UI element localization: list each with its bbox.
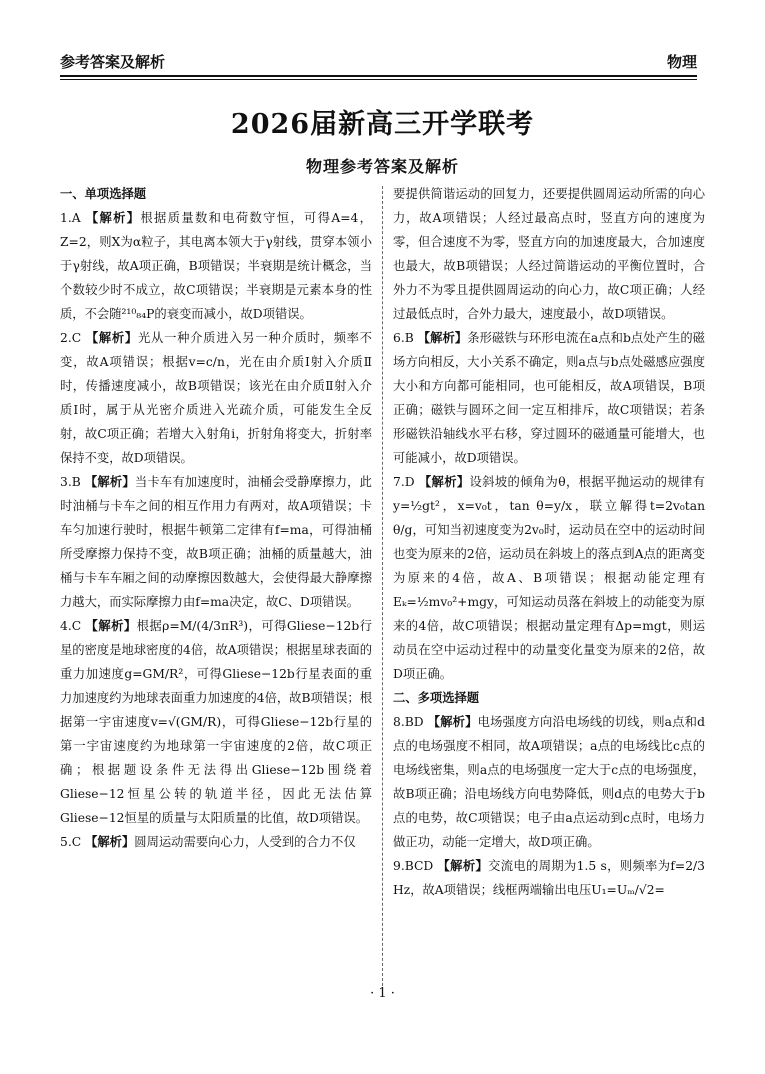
answer-number: 2.C xyxy=(60,331,82,345)
answer-item xyxy=(393,854,705,902)
answer-text: 根据ρ=M/(4/3πR³)，可得Gliese−12b行星的密度是地球密度的4倍，故A项错误；根据星球表面的重力加速度g=GM/R²，可得Gliese−12b行星表面的重力加速度约为地球表面重力加速度的4倍，故B项错误；根据第一宇宙速度v=√(GM/R)，可得Gliese−12b行星的第一宇宙速度约为地球第一宇宙速度的2倍，故C项正确；根据题设条件无法得出Gliese−12b围绕着Gliese−12恒星公转的轨道半径，因此无法估算Gliese−12恒星的质量与太阳质量的比值，故D项错误。 xyxy=(60,619,372,825)
answer-text: 当卡车有加速度时，油桶会受静摩擦力，此时油桶与卡车之间的相互作用力有两对，故A项错误；卡车匀加速行驶时，根据牛顿第二定律有f=ma，可得油桶所受摩擦力保持不变，故B项正确；油桶的质量越大，油桶与卡车车厢之间的动摩擦因数越大，会使得最大静摩擦力越大，而实际摩擦力由f=ma决定，故C、D项错误。 xyxy=(60,475,372,609)
analysis-tag: 【解析】 xyxy=(427,714,478,729)
page-title: 2026届新高三开学联考 xyxy=(230,109,535,140)
answer-number: 6.B xyxy=(393,331,414,345)
answer-number: 7.D xyxy=(393,475,415,489)
answer-text: 电场强度方向沿电场线的切线，则a点和d点的电场强度不相同，故A项错误；a点的电场线比c点的电场线密集，则a点的电场强度一定大于c点的电场强度，故B项正确；沿电场线方向电势降低，则d点的电势大于b点的电势，故C项错误；电子由a点运动到c点时，电场力做正功，动能一定增大，故D项正确。 xyxy=(393,715,705,849)
answer-item xyxy=(393,470,705,686)
analysis-tag: 【解析】 xyxy=(417,330,468,345)
analysis-tag: 【解析】 xyxy=(437,858,489,873)
analysis-tag: 【解析】 xyxy=(85,210,141,225)
analysis-tag: 【解析】 xyxy=(85,834,135,849)
answer-text: 交流电的周期为1.5 s，则频率为f=2/3 Hz，故A项错误；线框两端输出电压U₁=Uₘ/√2= xyxy=(393,859,705,897)
answer-item xyxy=(60,326,372,470)
running-header xyxy=(60,42,697,76)
answer-number: 1.A xyxy=(60,211,81,225)
answer-number: 3.B xyxy=(60,475,81,489)
analysis-tag: 【解析】 xyxy=(85,330,138,345)
right-column xyxy=(393,182,705,902)
answer-text: 根据质量数和电荷数守恒，可得A=4，Z=2，则X为α粒子，其电离本领大于γ射线，贯穿本领小于γ射线，故A项正确，B项错误；半衰期是统计概念，当个数较少时不成立，故C项错误；半衰期是元素本身的性质，不会随²¹⁰₈₄P的衰变而减小，故D项错误。 xyxy=(60,211,372,321)
answer-continuation: 要提供简谐运动的回复力，还要提供圆周运动所需的向心力，故A项错误；人经过最高点时，竖直方向的速度为零，但合速度不为零，竖直方向的加速度最大，合加速度也最大，故B项错误；人经过简谐运动的平衡位置时，合外力不为零且提供圆周运动的向心力，故C项正确；人经过最低点时，合外力最大，速度最小，故D项错误。 xyxy=(393,187,705,321)
answer-item xyxy=(393,710,705,854)
answer-text: 条形磁铁与环形电流在a点和b点处产生的磁场方向相反，大小关系不确定，则a点与b点处磁感应强度大小和方向都可能相同，也可能相反，故A项错误，B项正确；磁铁与圆环之间一定互相排斥，故C项错误；若条形磁铁沿轴线水平右移，穿过圆环的磁通量可能增大，也可能减小，故D项错误。 xyxy=(393,331,705,465)
answer-item xyxy=(60,470,372,614)
answer-text: 设斜坡的倾角为θ，根据平抛运动的规律有y=½gt²，x=v₀t，tan θ=y/x，联立解得t=2v₀tan θ/g，可知当初速度变为2v₀时，运动员在空中的运动时间也变为原来的2倍，运动员在斜坡上的落点到A点的距离变为原来的4倍，故A、B项错误；根据动能定理有Eₖ=½mv₀²+mgy，可知运动员落在斜坡上的动能变为原来的4倍，故C项错误；根据动量定理有Δp=mgt，则运动员在空中运动过程中的动量变化量变为原来的2倍，故D项正确。 xyxy=(393,475,705,681)
answer-item xyxy=(393,326,705,470)
analysis-tag: 【解析】 xyxy=(85,618,137,633)
analysis-tag: 【解析】 xyxy=(84,474,135,489)
header-rule-thin xyxy=(60,79,697,80)
answer-number: 8.BD xyxy=(393,715,424,729)
answer-number: 5.C xyxy=(60,835,82,849)
answer-number: 4.C xyxy=(60,619,82,633)
section-heading: 一、单项选择题 xyxy=(60,186,147,201)
column-divider xyxy=(382,186,383,986)
header-rule-thick xyxy=(60,75,697,77)
analysis-tag: 【解析】 xyxy=(418,474,470,489)
answer-item xyxy=(60,830,372,854)
answer-item xyxy=(60,206,372,326)
answer-number: 9.BCD xyxy=(393,859,434,873)
answer-text: 圆周运动需要向心力，人受到的合力不仅 xyxy=(134,835,356,849)
left-column xyxy=(60,182,372,854)
answer-item xyxy=(60,614,372,830)
section-heading: 二、多项选择题 xyxy=(393,690,480,705)
header-left: 参考答案及解析 xyxy=(60,53,166,71)
page-number: · 1 · xyxy=(370,986,395,1001)
header-right: 物理 xyxy=(666,53,697,71)
answer-text: 光从一种介质进入另一种介质时，频率不变，故A项错误；根据v=c/n，光在由介质Ⅰ射入介质Ⅱ时，传播速度减小，故B项错误；该光在由介质Ⅱ射入介质Ⅰ时，属于从光密介质进入光疏介质，可能发生全反射，故C项正确；若增大入射角i，折射角将变大，折射率保持不变，故D项错误。 xyxy=(60,331,372,465)
page-subtitle: 物理参考答案及解析 xyxy=(305,157,459,176)
